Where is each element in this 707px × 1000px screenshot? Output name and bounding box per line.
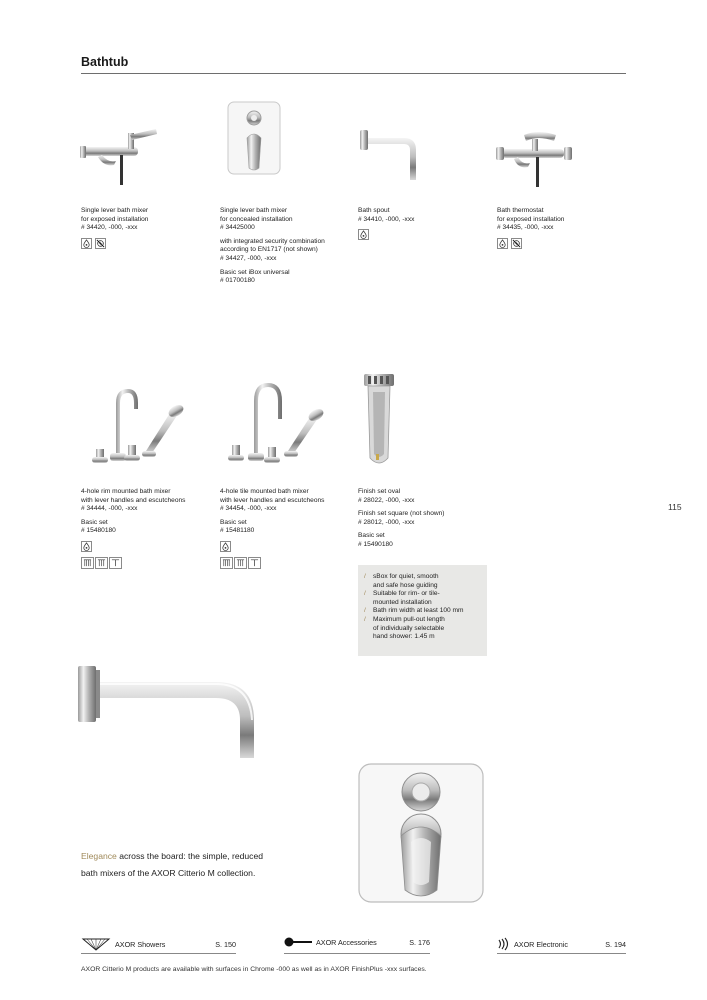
product-34435 (497, 207, 627, 249)
page-title: Bathtub (81, 55, 129, 69)
finish-set-oval-image (360, 372, 400, 472)
hole-config-1-icon (109, 557, 122, 569)
basic-set (220, 269, 350, 286)
product-34410 (358, 207, 488, 240)
footer-link-electronic[interactable] (497, 937, 626, 951)
feature-item (364, 607, 483, 616)
feature-line: / Maximum pull-out length (373, 615, 445, 623)
product-line: # 15481180 (220, 527, 255, 535)
basic-set (81, 519, 213, 536)
footer-rule (81, 953, 236, 954)
footnote: AXOR Citterio M products are available with surfaces in Chrome -000 as well as in AXOR FinishPlus -xxx surfaces. (81, 966, 427, 973)
feature-line: of individually selectable (373, 624, 445, 632)
footer-link-showers[interactable] (81, 937, 236, 951)
caption-accent: Elegance (81, 851, 117, 861)
product-line: Single lever bath mixer (220, 207, 288, 214)
product-line: Basic set iBox universal (220, 268, 290, 276)
towel-bar-icon (284, 937, 312, 947)
title-rule (81, 73, 626, 74)
shower-fan-icon (81, 937, 111, 951)
footer-page: S. 176 (409, 937, 430, 947)
product-line: # 34427, -000, -xxx (220, 254, 277, 262)
footer-page: S. 150 (215, 939, 236, 949)
product-line: # 28022, -000, -xxx (358, 496, 415, 504)
single-lever-bath-mixer-image (80, 125, 160, 187)
drop-icon (497, 238, 508, 249)
caption-text: across the board: the simple, reduced (116, 851, 264, 861)
features-box (358, 565, 487, 656)
bath-thermostat-image (494, 127, 576, 189)
product-line: with lever handles and escutcheons (220, 496, 325, 504)
feature-line: hand shower: 1.45 m (373, 633, 435, 641)
hole-config-4-icon (220, 557, 233, 569)
product-line: Basic set (220, 518, 247, 526)
footer-page: S. 194 (605, 939, 626, 949)
product-line: # 34444, -000, -xxx (81, 505, 138, 513)
product-34425000 (220, 207, 350, 286)
product-line: # 15480180 (81, 527, 116, 535)
product-finish-set (358, 488, 490, 550)
footer-link-accessories[interactable] (284, 937, 430, 947)
product-line: 4-hole rim mounted bath mixer (81, 488, 171, 495)
product-line: with lever handles and escutcheons (81, 496, 186, 504)
product-line: # 34454, -000, -xxx (220, 505, 277, 513)
footer-label: AXOR Electronic (514, 939, 568, 949)
hole-config-4-icon (81, 557, 94, 569)
feature-line: and safe hose guiding (373, 581, 438, 589)
large-bath-spout-image (78, 664, 278, 764)
product-line: # 15490180 (358, 540, 393, 548)
footer-label: AXOR Showers (115, 939, 166, 949)
footer-rule (284, 953, 430, 954)
large-concealed-mixer-image (357, 762, 487, 907)
product-line: Finish set oval (358, 488, 401, 495)
basic-set (220, 519, 352, 536)
product-line: # 34420, -000, -xxx (81, 224, 138, 232)
feature-item (364, 590, 483, 607)
feature-line: / sBox for quiet, smooth (373, 573, 439, 580)
sensor-waves-icon (497, 937, 511, 951)
footer-rule (497, 953, 626, 954)
product-34420 (81, 207, 211, 249)
feature-line: / Bath rim width at least 100 mm (373, 607, 464, 615)
basic-set (358, 532, 490, 549)
product-line: with integrated security combination (220, 237, 325, 245)
product-34444 (81, 488, 213, 569)
feature-line: / Suitable for rim- or tile- (373, 590, 440, 598)
product-line: Single lever bath mixer (81, 207, 149, 214)
product-line: # 01700180 (220, 277, 255, 285)
hole-config-3-icon (95, 557, 108, 569)
feature-item (364, 573, 483, 590)
product-line: # 34410, -000, -xxx (358, 215, 415, 223)
page-number: 115 (668, 502, 682, 512)
product-line: # 28012, -000, -xxx (358, 518, 415, 526)
drop-icon (220, 541, 231, 552)
bath-spout-image (360, 128, 420, 188)
shower-crossed-icon (511, 238, 522, 249)
product-line: Bath thermostat (497, 207, 544, 214)
product-line: Finish set square (not shown) (358, 510, 445, 518)
product-line: according to EN1717 (not shown) (220, 246, 318, 254)
hole-config-3-icon (234, 557, 247, 569)
drop-icon (358, 229, 369, 240)
footer-label: AXOR Accessories (316, 937, 377, 947)
product-34454 (220, 488, 352, 569)
hole-config-1-icon (248, 557, 261, 569)
product-line: for exposed installation (497, 215, 565, 223)
product-line: for concealed installation (220, 215, 293, 223)
caption (81, 848, 301, 882)
shower-crossed-icon (95, 238, 106, 249)
product-variant (358, 510, 490, 527)
product-line: 4-hole tile mounted bath mixer (220, 488, 309, 495)
feature-line: mounted installation (373, 598, 432, 606)
product-line: # 34435, -000, -xxx (497, 224, 554, 232)
drop-icon (81, 541, 92, 552)
rim-mounted-4-hole-mixer-image (80, 375, 190, 470)
tile-mounted-4-hole-mixer-image (218, 375, 328, 470)
product-line: # 34425000 (220, 224, 255, 232)
caption-text: bath mixers of the AXOR Citterio M collection. (81, 868, 256, 878)
drop-icon (81, 238, 92, 249)
product-line: Basic set (358, 532, 385, 540)
product-line: Bath spout (358, 207, 390, 214)
product-line: Basic set (81, 518, 108, 526)
feature-item (364, 616, 483, 642)
product-line: for exposed installation (81, 215, 149, 223)
concealed-mixer-image (225, 100, 285, 180)
product-variant (220, 238, 350, 264)
